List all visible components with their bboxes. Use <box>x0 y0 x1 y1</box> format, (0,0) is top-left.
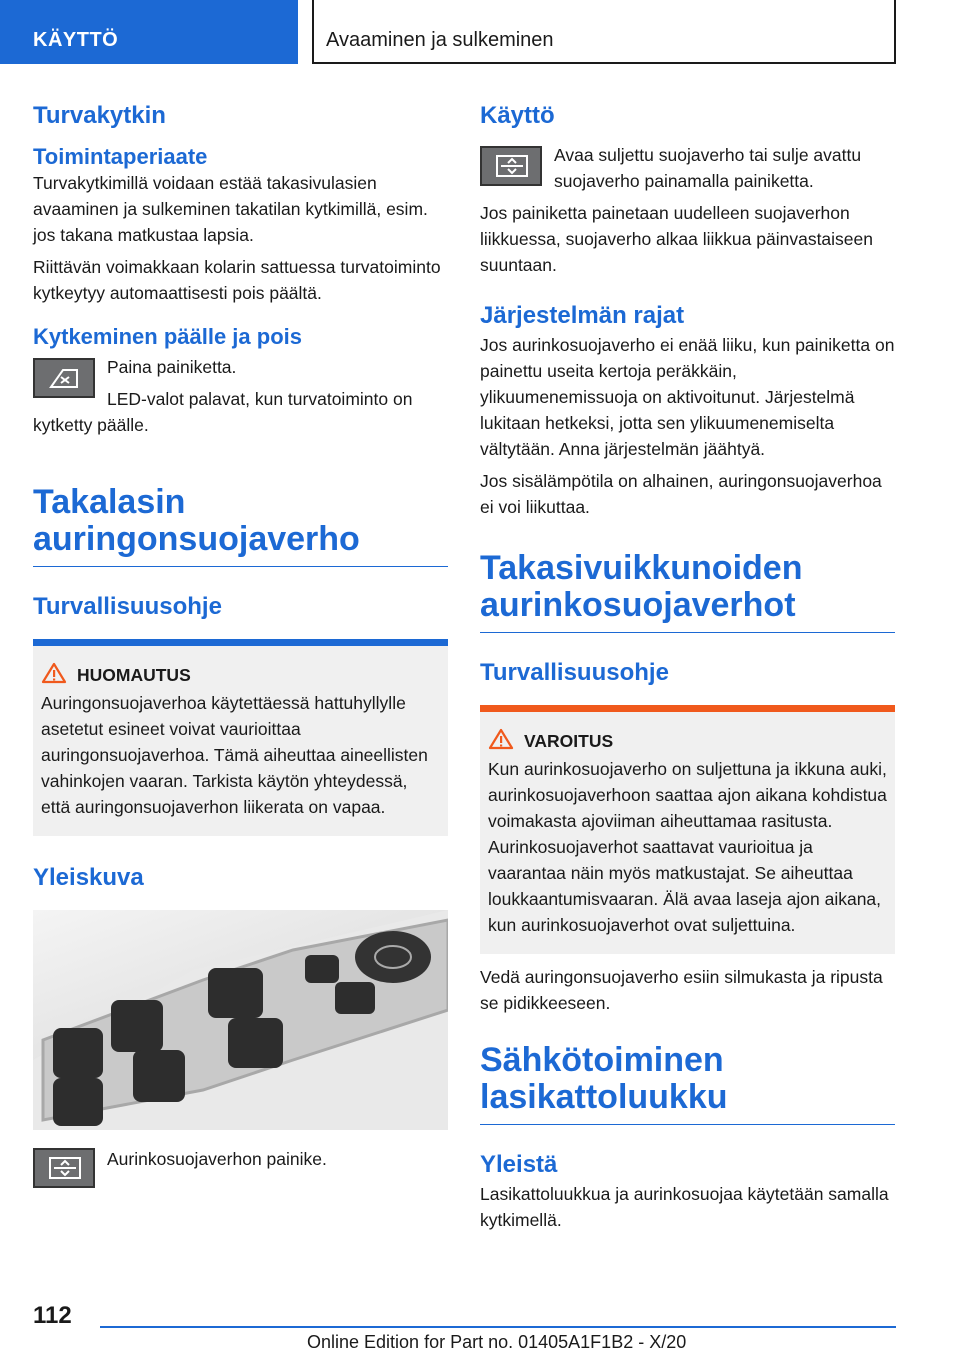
section-header <box>312 0 896 64</box>
overview-heading: Yleiskuva <box>33 864 144 891</box>
limits-paragraph-1: Jos aurinkosuojaverho ei enää liiku, kun painiketta on painettu useita kertoja peräkkäin, ylikuumenemissuoja on aktivoitunut. Järjestelmä lukitaan hetkeksi, jotta sen ylikuumenemiselta vältytään. Anna järjestelmän jäähtyä. <box>480 335 895 459</box>
page-number: 112 <box>33 1302 72 1329</box>
warning-text: Kun aurinkosuojaverho on suljettuna ja ikkuna auki, aurinkosuojaverhoon saattaa ajon aikana kohdistua voimakasta ajoviiman aiheuttamaa rasitusta. Aurinkosuojaverhot saattavat vaurioitua ja vaarantaa näin myös matkustajat. Se aiheuttaa loukkaantumisvaaran. Älä avaa laseja ajon aikana, kun aurinkosuojaverhot ovat suljettuina. <box>488 759 887 935</box>
left-column <box>33 100 448 1192</box>
section-title: Avaaminen ja sulkeminen <box>326 29 554 51</box>
general-paragraph: Lasikattoluukkua ja aurinkosuojaa käytetään samalla kytkimellä. <box>480 1184 889 1230</box>
warning-triangle-icon <box>488 728 514 750</box>
button-caption: Aurinkosuojaverhon painike. <box>107 1149 327 1169</box>
switch-heading: Kytkeminen päälle ja pois <box>33 324 302 349</box>
limits-heading: Järjestelmän rajat <box>480 302 685 329</box>
chapter-tab[interactable] <box>0 0 298 64</box>
footer-divider <box>100 1326 896 1328</box>
safety-note-heading-left: Turvallisuusohje <box>33 593 222 620</box>
window-lock-icon <box>33 358 95 398</box>
warning-box <box>480 705 895 954</box>
warning-title: VAROITUS <box>524 728 887 754</box>
safety-switch-heading: Turvakytkin <box>33 102 166 129</box>
limits-paragraph-2: Jos sisälämpötila on alhainen, auringonsuojaverhoa ei voi liikuttaa. <box>480 471 882 517</box>
safety-note-heading-right: Turvallisuusohje <box>480 659 669 686</box>
notice-title: HUOMAUTUS <box>77 662 440 688</box>
sunroof-heading: Sähkötoiminen lasikattoluukku <box>480 1042 895 1125</box>
edition-text: Online Edition for Part no. 01405A1F1B2 - X/20 <box>307 1332 687 1352</box>
rear-shade-heading: Takalasin auringonsuojaverho <box>33 484 448 567</box>
principle-paragraph-1: Turvakytkimillä voidaan estää takasivulasien avaaminen ja sulkeminen takatilan kytkimillä, esim. jos takana matkustaa lapsia. <box>33 173 428 245</box>
notice-box <box>33 639 448 836</box>
operation-heading: Käyttö <box>480 102 555 129</box>
switch-paragraph-1: Paina painiketta. <box>107 357 237 377</box>
general-heading: Yleistä <box>480 1151 558 1178</box>
chapter-tab-label: KÄYTTÖ <box>33 29 119 51</box>
warning-triangle-icon <box>41 662 67 684</box>
sunshade-button-icon <box>33 1148 95 1188</box>
operation-paragraph-1: Avaa suljettu suojaverho tai sulje avattu suojaverho painamalla painiketta. <box>554 145 862 191</box>
sunshade-button-icon <box>480 146 542 186</box>
door-switch-photo <box>33 910 448 1130</box>
side-shades-heading: Takasivuikkunoiden aurinkosuojaverhot <box>480 550 895 633</box>
notice-text: Auringonsuojaverhoa käytettäessä hattuhyllylle asetetut esineet voivat vaurioittaa auringonsuojaverhoa. Tämä aiheuttaa aineellisten vahinkojen vaaran. Tarkista käytön yhteydessä, että auringonsuojaverhon liikerata on vapaa. <box>41 693 428 817</box>
switch-paragraph-2: LED-valot palavat, kun turvatoiminto on kytketty päälle. <box>33 389 413 435</box>
side-shades-paragraph: Vedä auringonsuojaverho esiin silmukasta ja ripusta se pidikkeeseen. <box>480 967 883 1013</box>
operation-paragraph-2: Jos painiketta painetaan uudelleen suojaverhon liikkuessa, suojaverho alkaa liikkua päinvastaiseen suuntaan. <box>480 203 873 275</box>
principle-paragraph-2: Riittävän voimakkaan kolarin sattuessa turvatoiminto kytkeytyy automaattisesti pois päältä. <box>33 257 441 303</box>
right-column <box>480 100 895 1239</box>
principle-heading: Toimintaperiaate <box>33 144 208 169</box>
